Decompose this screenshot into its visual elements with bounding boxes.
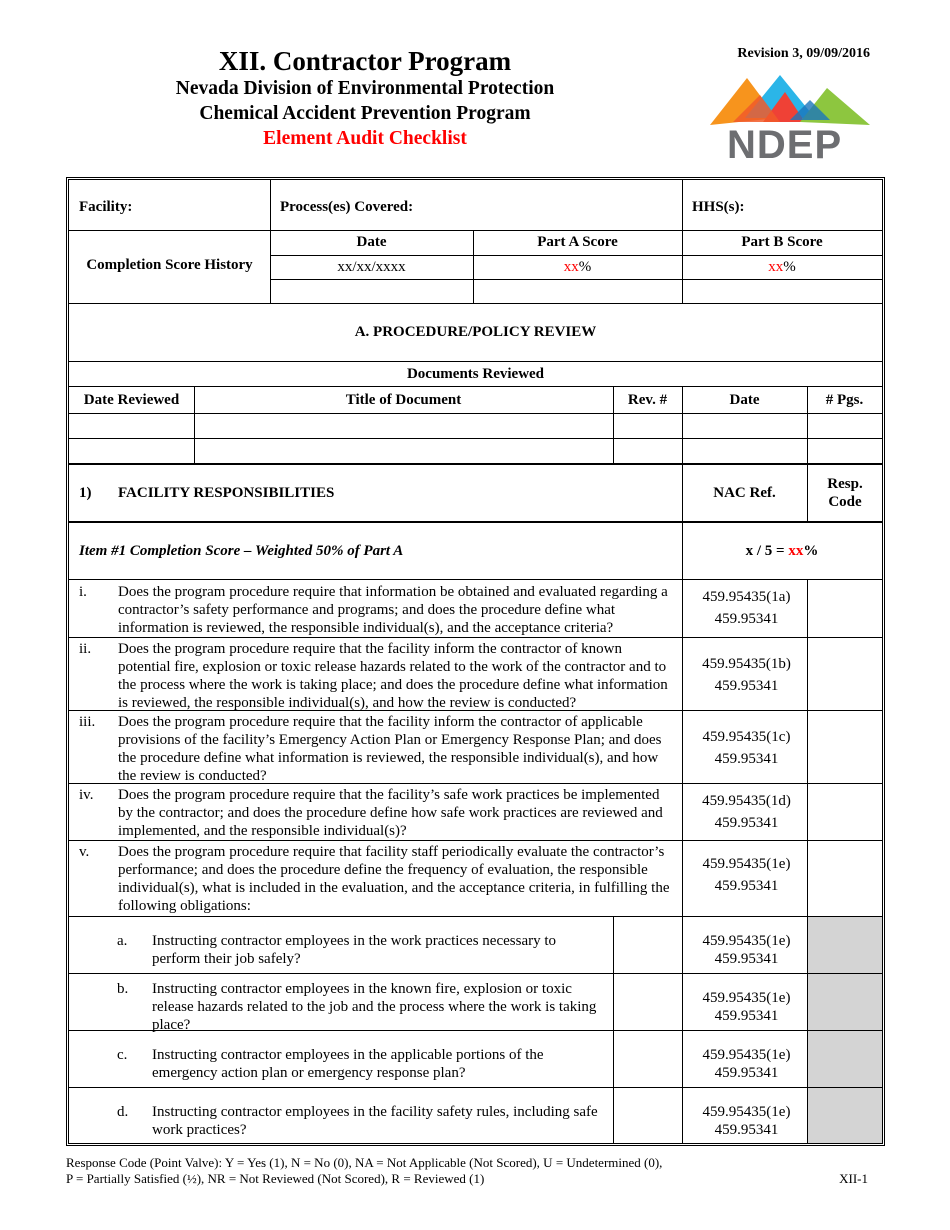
rev-number-header: Rev. #: [627, 392, 668, 408]
subitem-c-letter: c.: [117, 1047, 128, 1063]
resp-code-shaded-d: [808, 1088, 882, 1143]
subitem-d-nac-ref: 459.95435(1e) 459.95341: [702, 1104, 791, 1138]
item-1-number: 1): [79, 485, 92, 501]
subitem-a-nac-ref: 459.95435(1e) 459.95341: [702, 933, 791, 967]
question-iv-number: iv.: [79, 787, 94, 803]
checklist-table: [66, 177, 885, 1146]
organization-name: Nevada Division of Environmental Protection: [175, 78, 555, 99]
hhs-label: HHS(s):: [692, 199, 745, 215]
logo-text: NDEP: [727, 123, 843, 167]
document-header: [60, 46, 670, 151]
ndep-logo: [705, 70, 875, 168]
documents-reviewed-title: Documents Reviewed: [406, 366, 545, 382]
question-i-nac-ref: 459.95435(1a) 459.95341: [702, 589, 791, 627]
part-b-score-value: xx%: [768, 259, 796, 275]
section-a-title: A. PROCEDURE/POLICY REVIEW: [354, 324, 597, 340]
item-1-score-label: Item #1 Completion Score – Weighted 50% of Part A: [79, 543, 404, 559]
score-date-value: xx/xx/xxxx: [337, 259, 406, 275]
nac-ref-header: NAC Ref.: [713, 485, 776, 501]
date-column-header: Date: [356, 234, 387, 250]
question-v-nac-ref: 459.95435(1e) 459.95341: [702, 856, 791, 894]
question-i-text: Does the program procedure require that information be obtained and evaluated regarding a contractor’s safety performance and programs; and does the procedure define what information is reviewed, the responsible individual(s), and the acceptance criteria?: [118, 584, 668, 636]
document-title: XII. Contractor Program: [218, 46, 512, 76]
subitem-b-nac-ref: 459.95435(1e) 459.95341: [702, 990, 791, 1024]
part-a-score-value: xx%: [563, 259, 592, 275]
checklist-title: Element Audit Checklist: [263, 128, 467, 149]
process-covered-label: Process(es) Covered:: [280, 199, 414, 215]
revision-label: Revision 3, 09/09/2016: [737, 46, 870, 61]
page-number: XII-1: [839, 1171, 868, 1186]
question-ii-nac-ref: 459.95435(1b) 459.95341: [702, 656, 791, 694]
resp-code-header: Resp. Code: [827, 476, 863, 510]
date-reviewed-header: Date Reviewed: [83, 392, 180, 408]
question-v-number: v.: [79, 844, 90, 860]
question-iii-text: Does the program procedure require that the facility inform the contractor of applicable provisions of the facility’s Emergency Action Plan or Emergency Response Plan; and does the procedure define what information is reviewed, the responsible individual(s), and how the review is conducted?: [118, 714, 662, 784]
subitem-d-letter: d.: [117, 1104, 129, 1120]
part-a-score-header: Part A Score: [537, 234, 618, 250]
subitem-b-text: Instructing contractor employees in the known fire, explosion or toxic release hazards related to the job and the process where the work is taking place?: [152, 981, 597, 1033]
question-iii-number: iii.: [79, 714, 96, 730]
subitem-a-text: Instructing contractor employees in the work practices necessary to perform their job safely?: [152, 933, 557, 967]
subitem-c-text: Instructing contractor employees in the applicable portions of the emergency action plan or emergency response plan?: [152, 1047, 544, 1081]
resp-code-shaded-c: [808, 1031, 882, 1087]
question-iii-nac-ref: 459.95435(1c) 459.95341: [702, 729, 791, 767]
program-name: Chemical Accident Prevention Program: [199, 103, 531, 124]
resp-code-shaded-b: [808, 974, 882, 1030]
question-ii-number: ii.: [79, 641, 92, 657]
question-v-text: Does the program procedure require that facility staff periodically evaluate the contractor’s performance; and does the procedure define the frequency of evaluation, the responsible individual(s), what is included in the evaluation, and the acceptance criteria, in fulfilling the following obligations:: [118, 844, 670, 914]
question-i-number: i.: [79, 584, 87, 600]
item-1-title: FACILITY RESPONSIBILITIES: [118, 485, 335, 501]
subitem-a-letter: a.: [117, 933, 128, 949]
subitem-c-nac-ref: 459.95435(1e) 459.95341: [702, 1047, 791, 1081]
question-iv-nac-ref: 459.95435(1d) 459.95341: [702, 793, 791, 831]
item-1-score-value: x / 5 = xx%: [745, 543, 819, 559]
subitem-b-letter: b.: [117, 981, 129, 997]
question-iv-text: Does the program procedure require that the facility’s safe work practices be implemented by the contractor; and does the procedure define how safe work practices are reviewed and implemented, and the responsible individual(s)?: [118, 787, 663, 839]
title-of-document-header: Title of Document: [345, 392, 462, 408]
pages-header: # Pgs.: [825, 392, 864, 408]
response-code-legend: Response Code (Point Valve): Y = Yes (1), N = No (0), NA = Not Applicable (Not Scored), U = Undetermined (0), P = Partially Satisfied (½), NR = Not Reviewed (Not Scored), R = Reviewed (1): [66, 1155, 663, 1186]
subitem-d-text: Instructing contractor employees in the facility safety rules, including safe work practices?: [152, 1104, 598, 1138]
question-ii-text: Does the program procedure require that the facility inform the contractor of known potential fire, explosion or toxic release hazards related to the work of the contractor and to the process where the work is taking place; and does the procedure define what information is reviewed, the responsible individual(s), and how the review is conducted?: [118, 641, 668, 711]
facility-label: Facility:: [79, 199, 133, 215]
resp-code-shaded-a: [808, 917, 882, 973]
completion-score-history-label: Completion Score History: [86, 257, 253, 273]
ndep-mountain-icon: [705, 70, 875, 130]
doc-date-header: Date: [729, 392, 760, 408]
part-b-score-header: Part B Score: [741, 234, 823, 250]
